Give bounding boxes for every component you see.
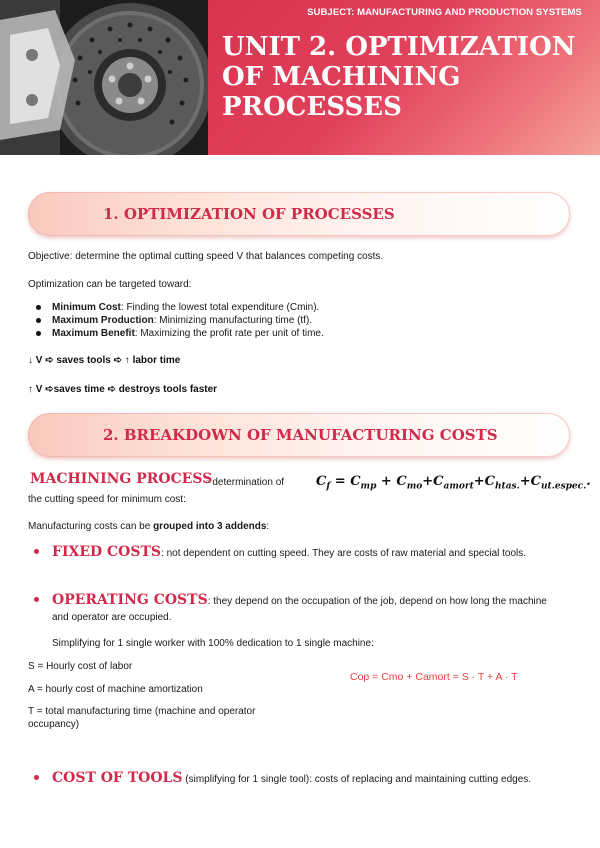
section-2-title: 2. BREAKDOWN OF MANUFACTURING COSTS [103, 426, 498, 444]
list-item [34, 301, 324, 314]
goal-text: : Finding the lowest total expenditure (Cmin). [120, 302, 320, 313]
simplifying-text: Simplifying for 1 single worker with 100% dedication to 1 single machine: [52, 638, 374, 649]
bullet-icon [34, 597, 39, 602]
brake-disc-photo [0, 0, 208, 155]
formula-term: C [484, 474, 496, 489]
addends-intro [28, 520, 269, 533]
formula-op: = [330, 474, 351, 489]
goal-label: Maximum Production [52, 315, 154, 326]
addends-bold: grouped into 3 addends [153, 521, 267, 532]
operating-costs-line [34, 592, 547, 608]
definition-s: S = Hourly cost of labor [28, 661, 133, 672]
formula-term: C [350, 474, 361, 489]
cost-formula [316, 474, 591, 492]
machining-process-label: MACHINING PROCESS [30, 471, 213, 487]
goal-text: : Maximizing the profit rate per unit of time. [134, 328, 324, 339]
tool-costs-text: (simplifying for 1 single tool): costs of replacing and maintaining cutting edges. [182, 774, 532, 785]
operating-costs-item [34, 593, 574, 609]
fixed-costs-line [34, 544, 527, 560]
unit-title: UNIT 2. OPTIMIZATION OF MACHINING PROCESSES [222, 32, 576, 122]
formula-op: + [473, 474, 485, 489]
formula-sub: htas. [495, 481, 520, 492]
tool-costs-label: COST OF TOOLS [52, 770, 183, 786]
definition-t: T = total manufacturing time (machine and operator occupancy) [28, 706, 256, 730]
formula-op: + [422, 474, 434, 489]
formula-sub: amort [443, 481, 474, 492]
formula-sub: f [326, 481, 331, 492]
goal-label: Minimum Cost [52, 302, 121, 313]
objective-text: Objective: determine the optimal cutting speed V that balances competing costs. [28, 251, 384, 262]
list-item [34, 327, 324, 340]
addends-intro-text: Manufacturing costs can be [28, 521, 154, 532]
addends-end: : [266, 521, 270, 532]
formula-term: C [433, 474, 444, 489]
fixed-costs-item [34, 545, 574, 561]
tool-costs-item [34, 771, 574, 787]
tool-costs-line [34, 770, 532, 786]
goal-text: : Minimizing manufacturing time (tf). [153, 315, 313, 326]
header-banner [0, 0, 600, 155]
fixed-costs-text: : not dependent on cutting speed. They are costs of raw material and special tools. [161, 548, 527, 559]
list-item [34, 314, 324, 327]
operating-cost-formula: Cop = Cmo + Camort = S · T + A · T [350, 671, 518, 683]
bullet-icon [34, 549, 39, 554]
bullet-icon [34, 775, 39, 780]
formula-sub: mp [360, 481, 377, 492]
brake-disc-illustration [0, 0, 208, 155]
subject-label: SUBJECT: MANUFACTURING AND PRODUCTION SYSTEMS [307, 7, 582, 18]
formula-op: . [586, 474, 591, 489]
machining-text-1: ▫ determination of [206, 477, 285, 488]
speed-rule-decrease: ↓ V ➪ saves tools ➪ ↑ labor time [28, 355, 181, 366]
optimization-goals-list [34, 301, 324, 340]
speed-rule-increase: ↑ V ➪saves time ➪ destroys tools faster [28, 384, 218, 395]
machining-text-2: the cutting speed for minimum cost: [28, 494, 186, 505]
targeted-intro: Optimization can be targeted toward: [28, 279, 192, 290]
formula-op: + [519, 474, 531, 489]
formula-sub: mo [406, 481, 423, 492]
formula-term: C [396, 474, 407, 489]
operating-costs-text: : they depend on the occupation of the job, depend on how long the machine [207, 596, 547, 607]
formula-sub: ut.espec. [541, 481, 587, 492]
operating-costs-label: OPERATING COSTS [52, 592, 208, 608]
formula-term: C [530, 474, 542, 489]
section-2-header [28, 413, 570, 457]
fixed-costs-label: FIXED COSTS [52, 544, 162, 560]
operating-costs-text-2: and operator are occupied. [52, 612, 172, 623]
formula-op: + [376, 474, 397, 489]
definition-a: A = hourly cost of machine amortization [28, 684, 203, 695]
section-1-title: 1. OPTIMIZATION OF PROCESSES [103, 205, 395, 223]
formula-term: C [316, 474, 327, 489]
section-1-header [28, 192, 570, 236]
goal-label: Maximum Benefit [52, 328, 135, 339]
